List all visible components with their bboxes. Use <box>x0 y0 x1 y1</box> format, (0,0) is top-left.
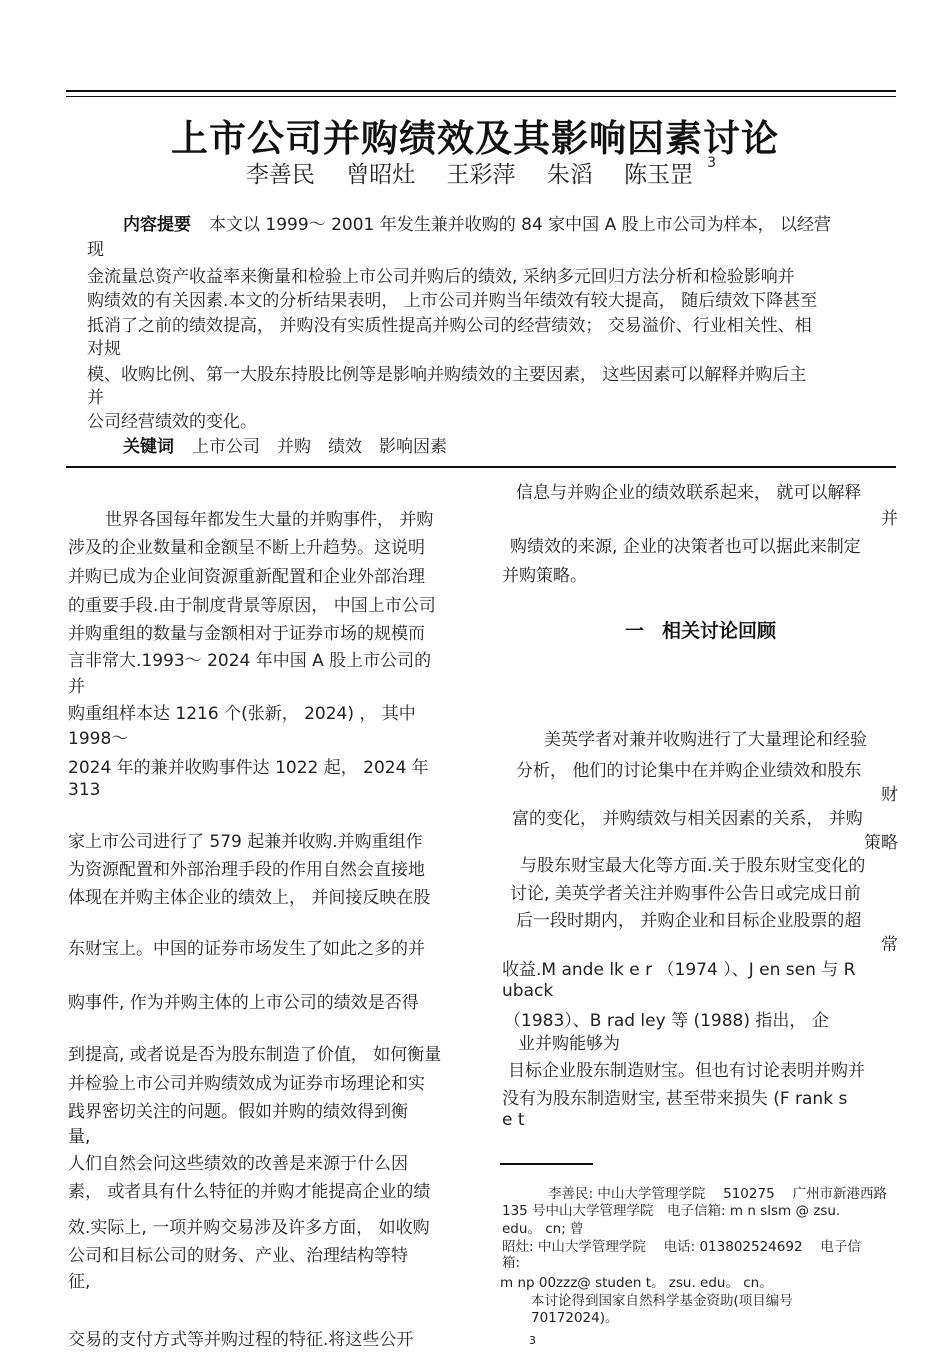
header-rule-thick <box>66 90 896 92</box>
body-line: 财 <box>881 785 898 805</box>
body-line: 购重组样本达 1216 个(张新， 2024) ， 其中 <box>68 704 416 724</box>
body-line: 讨论, 美英学者关注并购事件公告日或完成日前 <box>510 884 861 904</box>
body-line: 分析， 他们的讨论集中在并购企业绩效和股东 <box>516 761 862 781</box>
body-line: 购绩效的来源, 企业的决策者也可以据此来制定 <box>510 537 861 557</box>
body-line: 人们自然会问这些绩效的改善是来源于什么因 <box>68 1154 408 1174</box>
abstract-line: 对规 <box>87 339 121 359</box>
body-line: 言非常大.1993～ 2024 年中国 A 股上市公司的 <box>68 651 432 671</box>
abstract-line: 本文以 1999～ 2001 年发生兼并收购的 84 家中国 A 股上市公司为样本， 以经营 <box>209 215 832 235</box>
abstract-line: 购绩效的有关因素.本文的分析结果表明， 上市公司并购当年绩效有较大提高， 随后绩效下降甚至 <box>87 291 818 311</box>
section-title: 相关讨论回顾 <box>662 620 777 642</box>
paper-title: 上市公司并购绩效及其影响因素讨论 <box>171 117 779 160</box>
body-line: 的重要手段.由于制度背景等原因， 中国上市公司 <box>68 596 436 616</box>
body-line: 体现在并购主体企业的绩效上， 并间接反映在股 <box>68 888 431 908</box>
body-line: 信息与并购企业的绩效联系起来， 就可以解释 <box>516 483 862 503</box>
author-name: 朱滔 <box>546 162 593 188</box>
header-rule-thin <box>66 96 896 97</box>
footnote-line: 李善民: 中山大学管理学院 510275 广州市新港西路 <box>548 1186 887 1202</box>
body-line: 策略 <box>864 833 898 853</box>
author-name: 王彩萍 <box>446 162 516 188</box>
body-line: 量, <box>68 1127 91 1147</box>
body-line: 没有为股东制造财宝, 甚至带来损失 (F rank s <box>502 1089 848 1109</box>
body-line: 美英学者对兼并收购进行了大量理论和经验 <box>544 730 867 750</box>
footnote-line: 箱: <box>502 1255 521 1271</box>
author-name: 陈玉罡 <box>624 162 694 188</box>
abstract-line: 金流量总资产收益率来衡量和检验上市公司并购后的绩效, 采纳多元回归方法分析和检验影响并 <box>87 267 795 287</box>
author-name: 曾昭灶 <box>346 162 416 188</box>
body-line: 为资源配置和外部治理手段的作用自然会直接地 <box>68 860 425 880</box>
body-line: 公司和目标公司的财务、产业、治理结构等特 <box>68 1246 408 1266</box>
body-line: 家上市公司进行了 579 起兼并收购.并购重组作 <box>68 832 423 852</box>
abstract-separator <box>66 466 896 468</box>
body-line: 世界各国每年都发生大量的并购事件， 并购 <box>105 510 434 530</box>
body-line: 涉及的企业数量和金额呈不断上升趋势。这说明 <box>68 538 425 558</box>
body-line: e t <box>502 1110 525 1130</box>
body-line: 1998～ <box>68 729 129 749</box>
abstract-line: 模、收购比例、第一大股东持股比例等是影响并购绩效的主要因素， 这些因素可以解释并购后主 <box>87 365 807 385</box>
keywords-label: 关键词 <box>123 437 174 457</box>
body-line: 交易的支付方式等并购过程的特征.将这些公开 <box>68 1330 414 1350</box>
body-line: 并购策略。 <box>502 566 587 586</box>
body-line: 常 <box>881 935 898 955</box>
body-line: 东财宝上。中国的证券市场发生了如此之多的并 <box>68 939 425 959</box>
author-list <box>0 156 950 189</box>
body-line: 富的变化， 并购绩效与相关因素的关系， 并购 <box>512 809 863 829</box>
body-line: 2024 年的兼并收购事件达 1022 起， 2024 年 <box>68 758 429 778</box>
body-line: 效.实际上, 一项并购交易涉及许多方面， 如收购 <box>68 1218 430 1238</box>
abstract-line: 公司经营绩效的变化。 <box>87 412 257 432</box>
body-line: 313 <box>68 780 101 800</box>
body-line: 素， 或者具有什么特征的并购才能提高企业的绩 <box>68 1182 431 1202</box>
body-line: 与股东财宝最大化等方面.关于股东财宝变化的 <box>520 856 866 876</box>
abstract-line: 并 <box>87 388 104 408</box>
body-line: 收益.M ande lk e r （1974 ）、J en sen 与 R <box>502 960 856 980</box>
body-line: 并 <box>881 509 898 529</box>
body-line: （1983）、B rad ley 等 (1988) 指出， 企 <box>504 1011 829 1031</box>
section-number: 一 <box>625 620 645 642</box>
section-heading <box>625 616 794 643</box>
body-line: 业并购能够为 <box>518 1034 620 1054</box>
body-line: 后一段时期内， 并购企业和目标企业股票的超 <box>516 911 862 931</box>
abstract-label: 内容提要 <box>123 215 191 235</box>
author-name: 李善民 <box>245 162 315 188</box>
footnote-line: edu。 cn; 曾 <box>502 1221 584 1237</box>
body-line: uback <box>502 981 554 1001</box>
footnote-line: m np 00zzz@ studen t。 zsu. edu。 cn。 <box>500 1275 773 1291</box>
footnote-line: 135 号中山大学管理学院 电子信箱: m n slsm @ zsu. <box>502 1203 841 1219</box>
body-line: 并检验上市公司并购绩效成为证券市场理论和实 <box>68 1074 425 1094</box>
author-footnote-mark: 3 <box>707 155 717 172</box>
keywords-text: 上市公司 并购 绩效 影响因素 <box>192 437 447 457</box>
body-line: 践界密切关注的问题。假如并购的绩效得到衡 <box>68 1102 408 1122</box>
page-number: 3 <box>529 1334 536 1347</box>
body-line: 并购重组的数量与金额相对于证券市场的规模而 <box>68 624 425 644</box>
footnote-rule <box>500 1163 593 1165</box>
body-line: 并购已成为企业间资源重新配置和企业外部治理 <box>68 567 425 587</box>
body-line: 目标企业股东制造财宝。但也有讨论表明并购并 <box>508 1061 865 1081</box>
footnote-line: 70172024)。 <box>531 1310 619 1326</box>
footnote-line: 本讨论得到国家自然科学基金资助(项目编号 <box>531 1293 793 1309</box>
abstract-line: 抵消了之前的绩效提高， 并购没有实质性提高并购公司的经营绩效； 交易溢价、行业相关性、相 <box>87 316 812 336</box>
body-line: 到提高, 或者说是否为股东制造了价值， 如何衡量 <box>68 1045 442 1065</box>
body-line: 征, <box>68 1272 91 1292</box>
body-line: 购事件, 作为并购主体的上市公司的绩效是否得 <box>68 993 419 1013</box>
abstract-line: 现 <box>87 240 104 260</box>
footnote-line: 昭灶: 中山大学管理学院 电话: 013802524692 电子信 <box>502 1239 861 1255</box>
body-line: 并 <box>68 677 85 697</box>
